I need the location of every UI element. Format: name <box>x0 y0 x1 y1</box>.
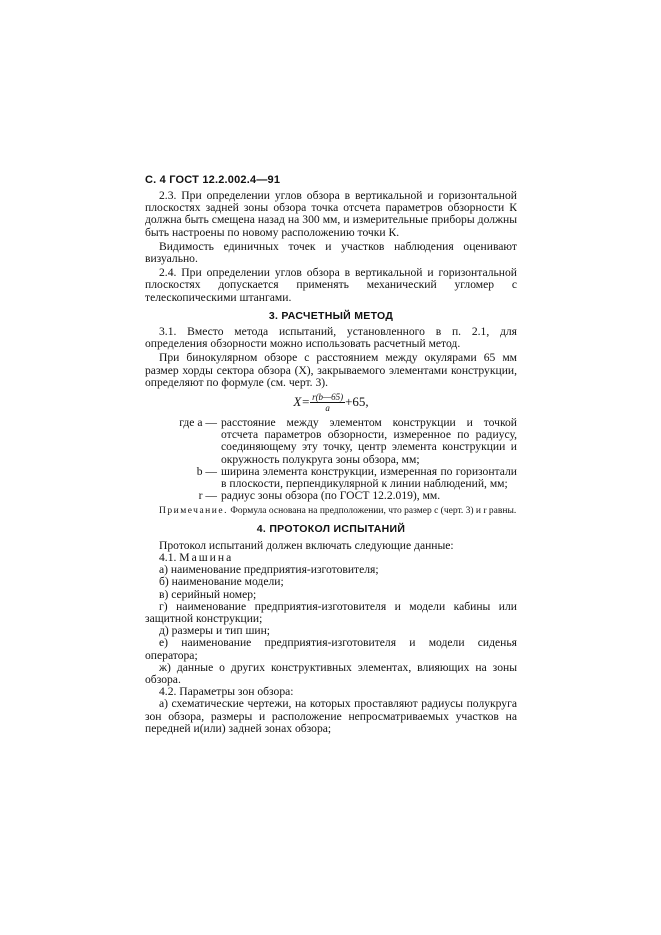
section-3-heading: 3. РАСЧЕТНЫЙ МЕТОД <box>268 309 394 322</box>
list-item-4-2-a: а) схематические чертежи, на которых проставляют радиусы полукруга зон обзора, размеры и расположение непросматриваемых участков на передней и(или) задней зонах обзора; <box>145 697 517 735</box>
list-item-a: а) наименование предприятия-изготовителя; <box>159 563 379 577</box>
note-label: Примечание. <box>159 506 228 517</box>
paragraph-4-1-title: Машина <box>179 550 234 564</box>
paragraph-visibility: Видимость единичных точек и участков наблюдения оценивают визуально. <box>145 239 517 266</box>
definition-b-symbol: b — <box>196 464 217 478</box>
paragraph-2-3: 2.3. При определении углов обзора в вертикальной и горизонтальной плоскостях задней зоны обзора точка отсчета параметров обзорности К должна быть смещена назад на 300 мм, и измерительные приборы должны быть настроены по новому расположению точки К. <box>145 189 517 239</box>
page-header: С. 4 ГОСТ 12.2.002.4—91 <box>145 174 281 186</box>
section-4-heading: 4. ПРОТОКОЛ ИСПЫТАНИЙ <box>256 523 406 536</box>
formula-fraction <box>310 393 345 413</box>
definition-a <box>145 417 517 466</box>
formula-rhs: +65, <box>345 394 369 410</box>
definitions <box>145 417 517 502</box>
list-item-zh: ж) данные о других конструктивных элементах, влияющих на зоны обзора. <box>145 660 517 686</box>
list-item-v: в) серийный номер; <box>159 587 257 601</box>
list-item-g: г) наименование предприятия-изготовителя и модели кабины или защитной конструкции; <box>145 599 517 625</box>
protocol-list <box>145 540 517 735</box>
definition-a-symbol: где a — <box>179 416 217 430</box>
definition-a-text: расстояние между элементом конструкции и точкой отсчета параметров обзорности, измеренное по радиусу, соединяющему эту точку, центр элемента конструкции и окружность полукруга зоны обзора, мм; <box>221 416 517 466</box>
list-item-b: б) наименование модели; <box>159 575 284 589</box>
list-item-e: е) наименование предприятия-изготовителя и модели сиденья оператора; <box>145 636 517 662</box>
definition-r-text: радиус зоны обзора (по ГОСТ 12.2.019), мм. <box>221 489 441 503</box>
paragraph-2-4: 2.4. При определении углов обзора в вертикальной и горизонтальной плоскостях допускается применять механический угломер с телескопическими штангами. <box>145 266 517 304</box>
formula-denominator: a <box>325 403 330 414</box>
note <box>145 506 517 517</box>
list-item-d: д) размеры и тип шин; <box>159 624 271 638</box>
paragraph-4-1-number: 4.1. <box>159 550 177 564</box>
paragraph-3-1: 3.1. Вместо метода испытаний, установленного в п. 2.1, для определения обзорности можно использовать расчетный метод. <box>145 325 517 351</box>
formula <box>145 393 517 413</box>
paragraph-protocol: Протокол испытаний должен включать следующие данные: <box>159 538 454 552</box>
definition-b <box>145 466 517 490</box>
paragraph-binocular: При бинокулярном обзоре с расстоянием между окулярами 65 мм размер хорды сектора обзора (X), закрываемого элементами конструкции, определяют по формуле (см. черт. 3). <box>145 351 517 389</box>
note-text: Формула основана на предположении, что размер c (черт. 3) и r равны. <box>230 506 517 517</box>
formula-numerator: r(b—65) <box>312 392 344 403</box>
definition-b-text: ширина элемента конструкции, измеренная по горизонтали в плоскости, перпендикулярной к линии наблюдений, мм; <box>221 464 517 491</box>
paragraph-4-2: 4.2. Параметры зон обзора: <box>159 685 294 699</box>
formula-lhs: X= <box>293 394 311 410</box>
text-column <box>145 190 517 735</box>
definition-r <box>145 490 517 502</box>
definition-r-symbol: r — <box>198 489 217 503</box>
